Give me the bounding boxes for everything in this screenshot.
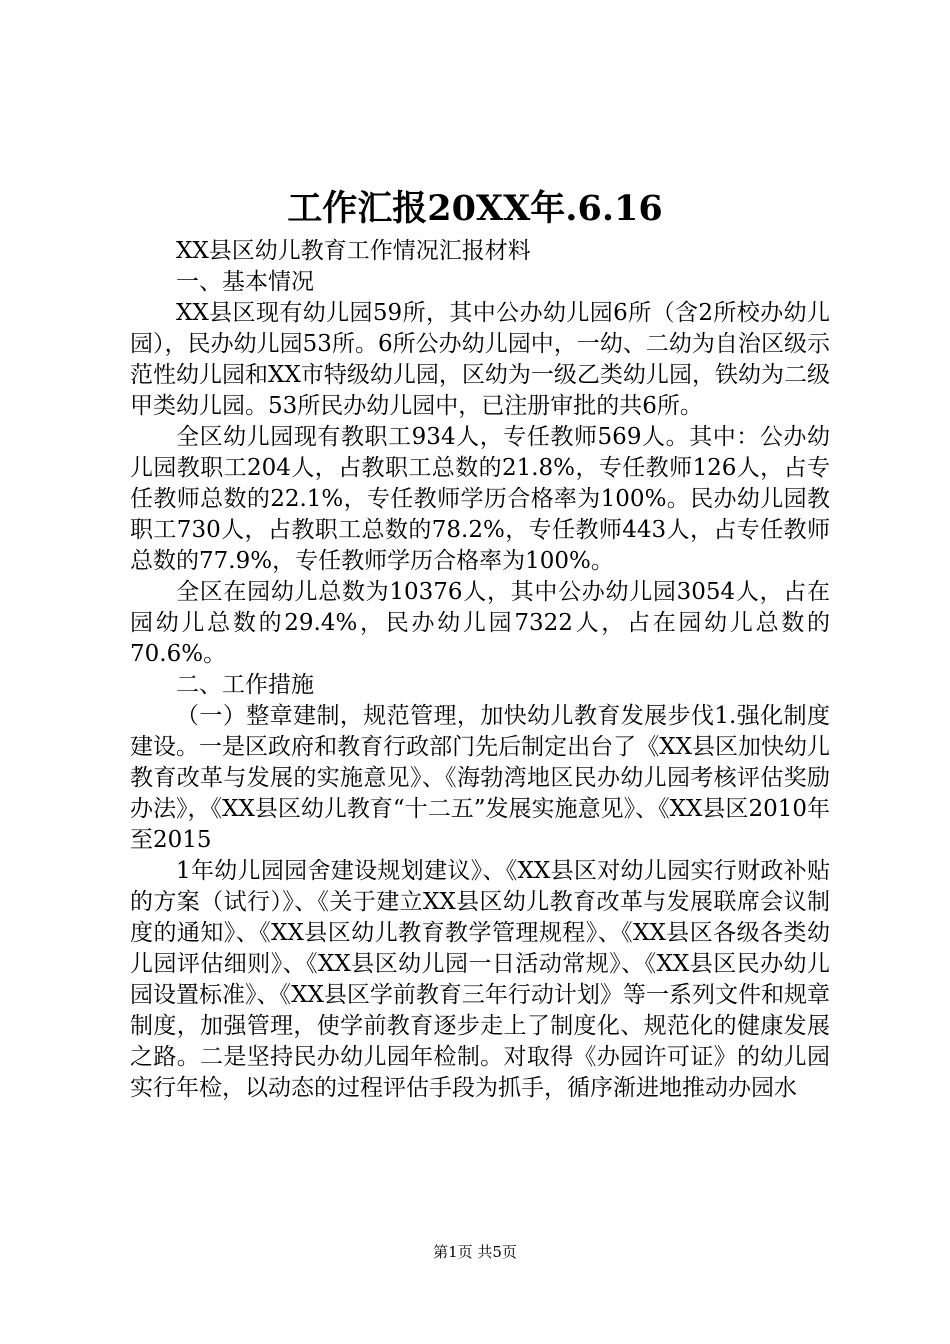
paragraph-regulation-building: （一）整章建制，规范管理，加快幼儿教育发展步伐1.强化制度建设。一是区政府和教育行政部门先后制定出台了《XX县区加快幼儿教育改革与发展的实施意见》、《海勃湾地区民办幼儿园考核评估奖励办法》，《XX县区幼儿教育“十二五”发展实施意见》、《XX县区2010年至2015 (130, 703, 830, 853)
page-footer: 第1页 共5页 (433, 1243, 517, 1261)
document-body (130, 236, 830, 1104)
paragraph-regulation-list: 1年幼儿园园舍建设规划建议》、《XX县区对幼儿园实行财政补贴的方案（试行）》、《关于建立XX县区幼儿教育改革与发展联席会议制度的通知》、《XX县区幼儿教育教学管理规程》、《XX县区各级各类幼儿园评估细则》、《XX县区幼儿园一日活动常规》、《XX县区民办幼儿园设置标准》、《XX县区学前教育三年行动计划》等一系列文件和规章制度，加强管理，使学前教育逐步走上了制度化、规范化的健康发展之路。二是坚持民办幼儿园年检制。对取得《办园许可证》的幼儿园实行年检，以动态的过程评估手段为抓手，循序渐进地推动办园水 (130, 858, 830, 1101)
section-heading-work-measures: 二、工作措施 (176, 672, 314, 698)
document-title: 工作汇报20XX年.6.16 (287, 188, 663, 229)
paragraph-kindergarten-count: XX县区现有幼儿园59所，其中公办幼儿园6所（含2所校办幼儿园），民办幼儿园53所。6所公办幼儿园中，一幼、二幼为自治区级示范性幼儿园和XX市特级幼儿园，区幼为一级乙类幼儿园，铁幼为二级甲类幼儿园。53所民办幼儿园中，已注册审批的共6所。 (130, 300, 830, 419)
paragraph-enrollment-statistics: 全区在园幼儿总数为10376人，其中公办幼儿园3054人，占在园幼儿总数的29.4%，民办幼儿园7322人，占在园幼儿总数的70.6%。 (130, 579, 830, 667)
section-heading-basic-situation: 一、基本情况 (176, 269, 314, 295)
subtitle-paragraph: XX县区幼儿教育工作情况汇报材料 (176, 238, 531, 264)
paragraph-staff-statistics: 全区幼儿园现有教职工934人，专任教师569人。其中：公办幼儿园教职工204人，占教职工总数的21.8%，专任教师126人，占专任教师总数的22.1%，专任教师学历合格率为100%。民办幼儿园教职工730人，占教职工总数的78.2%，专任教师443人，占专任教师总数的77.9%，专任教师学历合格率为100%。 (130, 424, 830, 574)
